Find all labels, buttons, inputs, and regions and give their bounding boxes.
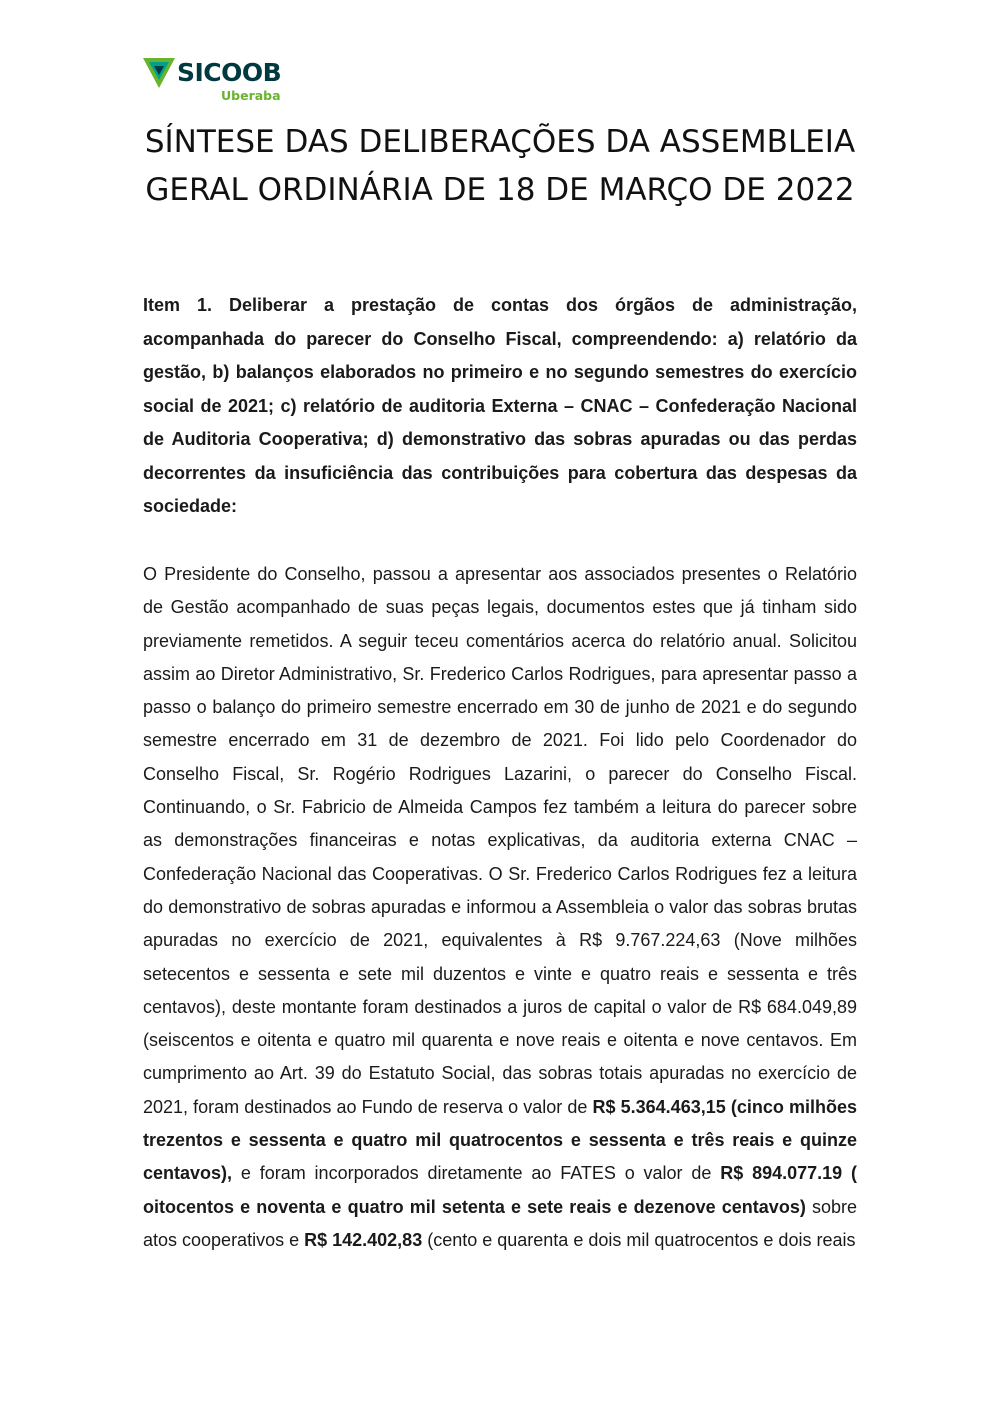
sicoob-logo bbox=[143, 58, 303, 108]
paragraph-text: e foram incorporados diretamente ao FATES o valor de bbox=[232, 1163, 721, 1184]
paragraph-text: sobre atos cooperativos e bbox=[143, 1196, 857, 1250]
document-title: SÍNTESE DAS DELIBERAÇÕES DA ASSEMBLEIA GERAL ORDINÁRIA DE 18 DE MARÇO DE 2022 bbox=[144, 124, 856, 208]
paragraph-text: O Presidente do Conselho, passou a apresentar aos associados presentes o Relatório de Gestão acompanhado de suas peças legais, documentos estes que já tinham sido previamente remetidos. A seguir teceu comentários acerca do relatório anual. Solicitou assim ao Diretor Administrativo, Sr. Frederico Carlos Rodrigues, para apresentar passo a passo o balanço do primeiro semestre encerrado em 30 de junho de 2021 e do segundo semestre encerrado em 31 de dezembro de 2021. Foi lido pelo Coordenador do Conselho Fiscal, Sr. Rogério Rodrigues Lazarini, o parecer do Conselho Fiscal. Continuando, o Sr. Fabricio de Almeida Campos fez também a leitura do parecer sobre as demonstrações financeiras e notas explicativas, da auditoria externa CNAC – Confederação Nacional das Cooperativas. O Sr. Frederico Carlos Rodrigues fez a leitura do demonstrativo de sobras apuradas e informou a Assembleia o valor das sobras brutas apuradas no exercício de 2021, equivalentes à R$ 9.767.224,63 (Nove milhões setecentos e sessenta e sete mil duzentos e vinte e quatro reais e sessenta e três centavos), deste montante foram destinados a juros de capital o valor de R$ 684.049,89 (seiscentos e oitenta e quatro mil quarenta e nove reais e oitenta e nove centavos. Em cumprimento ao Art. 39 do Estatuto Social, das sobras totais apuradas no exercício de 2021, foram destinados ao Fundo de reserva o valor de bbox=[143, 564, 857, 1117]
non-cooperative-amount: R$ 142.402,83 bbox=[304, 1229, 423, 1250]
logo-wordmark: SICOOB bbox=[177, 58, 282, 87]
deliberation-paragraph bbox=[143, 558, 857, 1257]
fates-amount: R$ 894.077.19 ( oitocentos e noventa e quatro mil setenta e sete reais e dezenove centavos) bbox=[143, 1163, 858, 1217]
logo-subtitle: Uberaba bbox=[221, 88, 281, 103]
paragraph-text: (cento e quarenta e dois mil quatrocentos e dois reais bbox=[422, 1229, 856, 1250]
agenda-item-1: Item 1. Deliberar a prestação de contas dos órgãos de administração, acompanhada do parecer do Conselho Fiscal, compreendendo: a) relatório da gestão, b) balanços elaborados no primeiro e no segundo semestres do exercício social de 2021; c) relatório de auditoria Externa – CNAC – Confederação Nacional de Auditoria Cooperativa; d) demonstrativo das sobras apuradas ou das perdas decorrentes da insuficiência das contribuições para cobertura das despesas da sociedade: bbox=[143, 295, 857, 516]
sicoob-logo-icon bbox=[143, 58, 175, 88]
reserve-fund-amount: R$ 5.364.463,15 (cinco milhões trezentos e sessenta e quatro mil quatrocentos e sessenta e três reais e quinze centavos), bbox=[143, 1096, 858, 1184]
